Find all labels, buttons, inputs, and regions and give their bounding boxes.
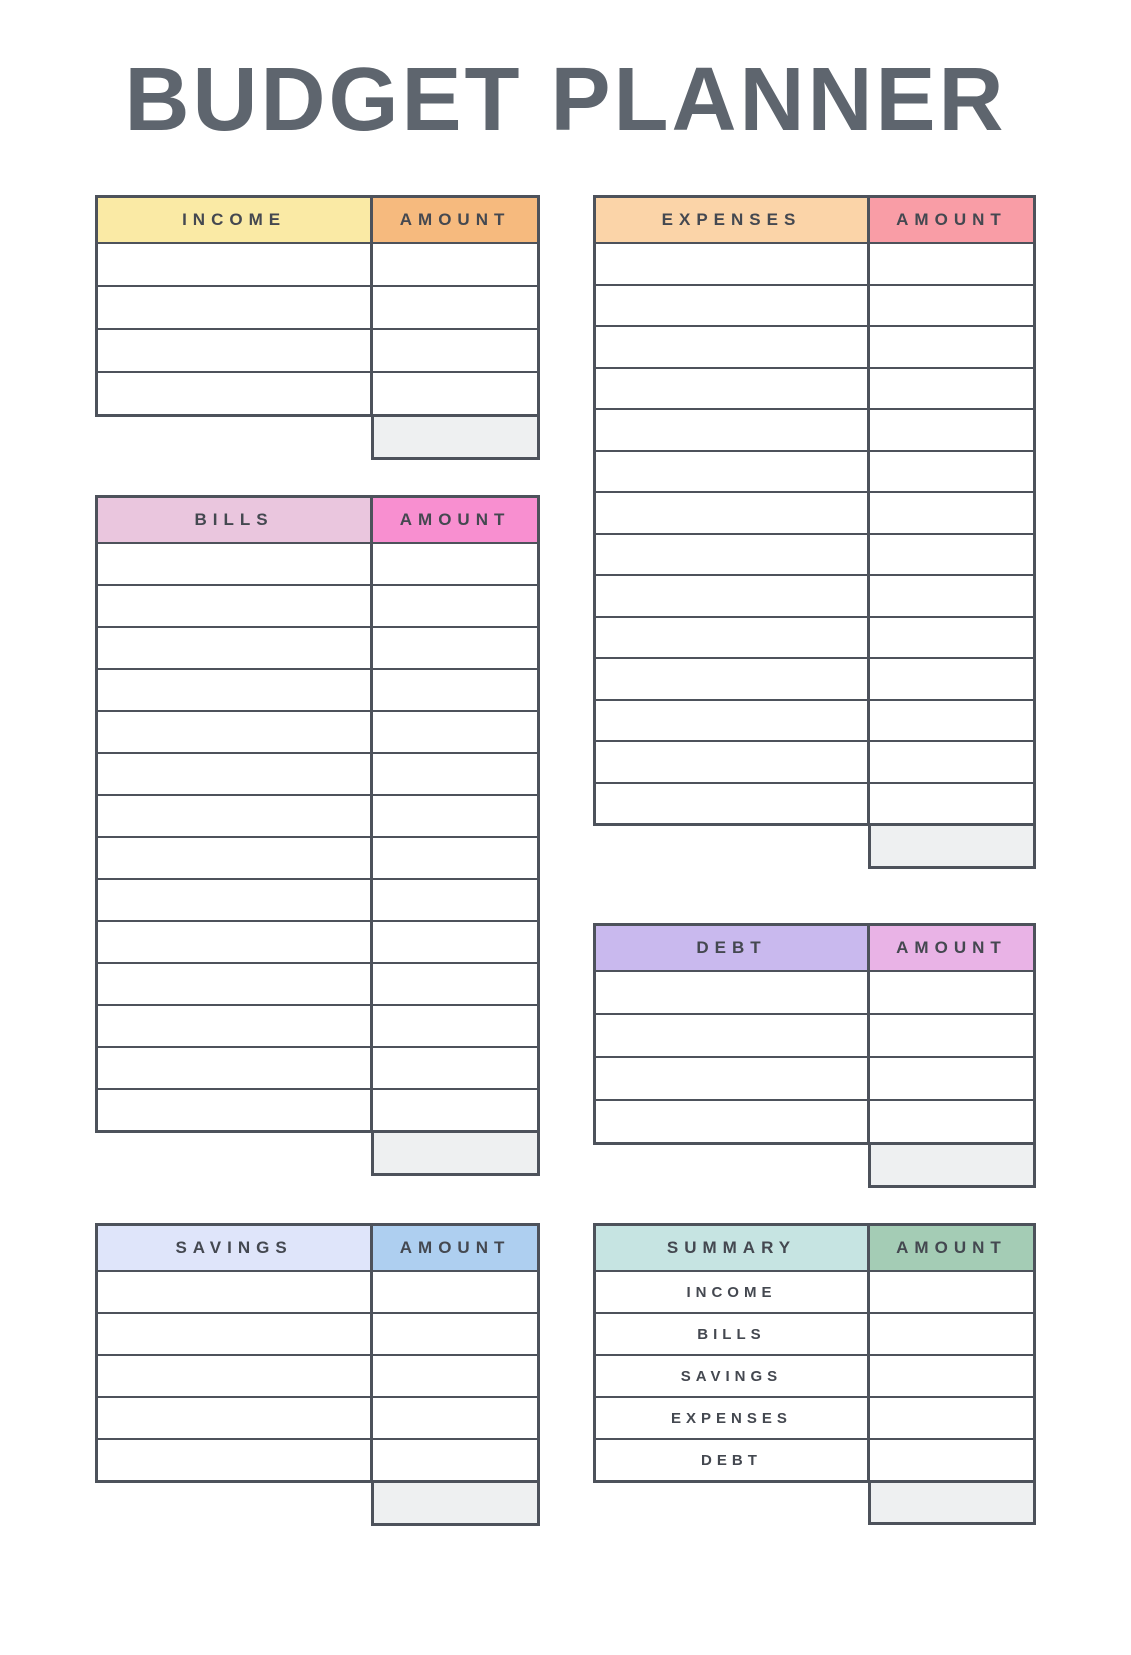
bills-row-11 xyxy=(98,962,537,1004)
summary-row-4 xyxy=(596,1396,1033,1438)
income-body xyxy=(98,242,537,414)
bills-row-2-name-cell[interactable] xyxy=(98,586,370,626)
summary-row-2-name-cell[interactable]: BILLS xyxy=(697,1325,766,1343)
debt-row-3 xyxy=(596,1056,1033,1099)
debt-row-1-amount-cell[interactable] xyxy=(867,972,1033,1013)
bills-row-13-name-cell[interactable] xyxy=(98,1048,370,1088)
income-table xyxy=(95,195,540,460)
planner-content xyxy=(0,195,1131,1526)
expenses-row-3-amount-cell[interactable] xyxy=(867,327,1033,367)
expenses-total-cell[interactable] xyxy=(868,826,1036,869)
savings-row-3-name-cell[interactable] xyxy=(98,1356,370,1396)
income-row-2 xyxy=(98,285,537,328)
debt-body xyxy=(596,970,1033,1142)
income-row-3 xyxy=(98,328,537,371)
bills-row-7-amount-cell[interactable] xyxy=(370,796,537,836)
bills-row-5 xyxy=(98,710,537,752)
income-row-1-amount-cell[interactable] xyxy=(370,244,537,285)
left-column xyxy=(95,195,540,1526)
summary-body xyxy=(596,1270,1033,1480)
expenses-row-1-amount-cell[interactable] xyxy=(867,244,1033,284)
bills-row-10-amount-cell[interactable] xyxy=(370,922,537,962)
expenses-row-12-name-cell[interactable] xyxy=(596,701,867,741)
bills-row-13 xyxy=(98,1046,537,1088)
income-amount-column-header: AMOUNT xyxy=(370,198,537,242)
bills-row-8 xyxy=(98,836,537,878)
expenses-row-2 xyxy=(596,284,1033,326)
summary-row-3-name-cell[interactable]: SAVINGS xyxy=(680,1367,783,1385)
summary-row-1 xyxy=(596,1270,1033,1312)
expenses-row-9-name-cell[interactable] xyxy=(596,576,867,616)
summary-row-5-amount-cell[interactable] xyxy=(867,1440,1033,1480)
income-row-1 xyxy=(98,242,537,285)
savings-row-3-amount-cell[interactable] xyxy=(370,1356,537,1396)
debt-total-cell[interactable] xyxy=(868,1145,1036,1188)
income-row-1-name-cell[interactable] xyxy=(98,244,370,285)
expenses-row-13 xyxy=(596,740,1033,782)
bills-row-2-amount-cell[interactable] xyxy=(370,586,537,626)
expenses-row-11 xyxy=(596,657,1033,699)
income-row-2-amount-cell[interactable] xyxy=(370,287,537,328)
debt-row-4 xyxy=(596,1099,1033,1142)
bills-row-12-name-cell[interactable] xyxy=(98,1006,370,1046)
bills-row-3-amount-cell[interactable] xyxy=(370,628,537,668)
bills-row-3 xyxy=(98,626,537,668)
expenses-row-4-name-cell[interactable] xyxy=(596,369,867,409)
expenses-header-row xyxy=(596,198,1033,242)
expenses-row-4 xyxy=(596,367,1033,409)
expenses-row-11-name-cell[interactable] xyxy=(596,659,867,699)
savings-row-5-amount-cell[interactable] xyxy=(370,1440,537,1480)
savings-row-4-name-cell[interactable] xyxy=(98,1398,370,1438)
expenses-row-10 xyxy=(596,616,1033,658)
savings-row-1 xyxy=(98,1270,537,1312)
summary-row-5 xyxy=(596,1438,1033,1480)
debt-row-4-name-cell[interactable] xyxy=(596,1101,867,1142)
savings-body xyxy=(98,1270,537,1480)
expenses-row-6-name-cell[interactable] xyxy=(596,452,867,492)
debt-row-2-name-cell[interactable] xyxy=(596,1015,867,1056)
expenses-row-4-amount-cell[interactable] xyxy=(867,369,1033,409)
summary-row-3-amount-cell[interactable] xyxy=(867,1356,1033,1396)
expenses-row-6-amount-cell[interactable] xyxy=(867,452,1033,492)
expenses-row-12 xyxy=(596,699,1033,741)
bills-row-14-amount-cell[interactable] xyxy=(370,1090,537,1130)
expenses-grid xyxy=(593,195,1036,826)
bills-row-11-amount-cell[interactable] xyxy=(370,964,537,1004)
expenses-row-6 xyxy=(596,450,1033,492)
bills-row-2 xyxy=(98,584,537,626)
debt-amount-column-header: AMOUNT xyxy=(867,926,1033,970)
income-row-4 xyxy=(98,371,537,414)
income-row-4-name-cell[interactable] xyxy=(98,373,370,414)
debt-row-1-name-cell[interactable] xyxy=(596,972,867,1013)
expenses-row-14 xyxy=(596,782,1033,824)
savings-row-2-amount-cell[interactable] xyxy=(370,1314,537,1354)
bills-row-1-amount-cell[interactable] xyxy=(370,544,537,584)
savings-row-5 xyxy=(98,1438,537,1480)
bills-row-1 xyxy=(98,542,537,584)
income-total-cell[interactable] xyxy=(371,417,540,460)
debt-row-3-amount-cell[interactable] xyxy=(867,1058,1033,1099)
bills-row-12 xyxy=(98,1004,537,1046)
income-grid xyxy=(95,195,540,417)
expenses-row-8-amount-cell[interactable] xyxy=(867,535,1033,575)
debt-row-1 xyxy=(596,970,1033,1013)
bills-column-header: BILLS xyxy=(98,498,370,542)
bills-row-9 xyxy=(98,878,537,920)
summary-row-3 xyxy=(596,1354,1033,1396)
right-column xyxy=(593,195,1036,1525)
bills-row-4-name-cell[interactable] xyxy=(98,670,370,710)
bills-row-5-name-cell[interactable] xyxy=(98,712,370,752)
summary-row-4-name-cell[interactable]: EXPENSES xyxy=(671,1409,792,1427)
bills-row-14-name-cell[interactable] xyxy=(98,1090,370,1130)
expenses-row-8-name-cell[interactable] xyxy=(596,535,867,575)
bills-grid xyxy=(95,495,540,1133)
expenses-row-12-amount-cell[interactable] xyxy=(867,701,1033,741)
bills-header-row xyxy=(98,498,537,542)
expenses-row-7-amount-cell[interactable] xyxy=(867,493,1033,533)
expenses-row-13-amount-cell[interactable] xyxy=(867,742,1033,782)
expenses-row-5-name-cell[interactable] xyxy=(596,410,867,450)
expenses-row-14-name-cell[interactable] xyxy=(596,784,867,824)
summary-grid xyxy=(593,1223,1036,1483)
income-column-header: INCOME xyxy=(98,198,370,242)
debt-grid xyxy=(593,923,1036,1145)
bills-amount-column-header: AMOUNT xyxy=(370,498,537,542)
savings-header-row xyxy=(98,1226,537,1270)
bills-row-1-name-cell[interactable] xyxy=(98,544,370,584)
savings-total-cell[interactable] xyxy=(371,1483,540,1526)
expenses-body xyxy=(596,242,1033,823)
debt-column-header: DEBT xyxy=(596,926,867,970)
bills-row-12-amount-cell[interactable] xyxy=(370,1006,537,1046)
income-row-3-name-cell[interactable] xyxy=(98,330,370,371)
summary-row-1-name-cell[interactable]: INCOME xyxy=(686,1283,777,1301)
bills-total-cell[interactable] xyxy=(371,1133,540,1176)
savings-column-header: SAVINGS xyxy=(98,1226,370,1270)
bills-row-8-amount-cell[interactable] xyxy=(370,838,537,878)
savings-row-1-amount-cell[interactable] xyxy=(370,1272,537,1312)
savings-row-5-name-cell[interactable] xyxy=(98,1440,370,1480)
summary-amount-column-header: AMOUNT xyxy=(867,1226,1033,1270)
bills-row-9-amount-cell[interactable] xyxy=(370,880,537,920)
summary-row-1-amount-cell[interactable] xyxy=(867,1272,1033,1312)
bills-row-4-amount-cell[interactable] xyxy=(370,670,537,710)
expenses-row-5 xyxy=(596,408,1033,450)
debt-header-row xyxy=(596,926,1033,970)
savings-row-2 xyxy=(98,1312,537,1354)
bills-row-11-name-cell[interactable] xyxy=(98,964,370,1004)
expenses-row-14-amount-cell[interactable] xyxy=(867,784,1033,824)
expenses-row-2-name-cell[interactable] xyxy=(596,286,867,326)
bills-row-6-name-cell[interactable] xyxy=(98,754,370,794)
bills-body xyxy=(98,542,537,1130)
debt-row-2-amount-cell[interactable] xyxy=(867,1015,1033,1056)
expenses-row-7-name-cell[interactable] xyxy=(596,493,867,533)
expenses-row-10-name-cell[interactable] xyxy=(596,618,867,658)
expenses-row-13-name-cell[interactable] xyxy=(596,742,867,782)
expenses-row-3-name-cell[interactable] xyxy=(596,327,867,367)
expenses-row-2-amount-cell[interactable] xyxy=(867,286,1033,326)
income-row-3-amount-cell[interactable] xyxy=(370,330,537,371)
expenses-column-header: EXPENSES xyxy=(596,198,867,242)
savings-table xyxy=(95,1223,540,1526)
bills-row-4 xyxy=(98,668,537,710)
savings-row-3 xyxy=(98,1354,537,1396)
expenses-row-8 xyxy=(596,533,1033,575)
summary-row-5-name-cell[interactable]: DEBT xyxy=(701,1451,762,1469)
expenses-row-3 xyxy=(596,325,1033,367)
debt-table xyxy=(593,923,1036,1188)
summary-row-2 xyxy=(596,1312,1033,1354)
expenses-table xyxy=(593,195,1036,869)
savings-grid xyxy=(95,1223,540,1483)
bills-row-10 xyxy=(98,920,537,962)
bills-row-7-name-cell[interactable] xyxy=(98,796,370,836)
summary-column-header: SUMMARY xyxy=(596,1226,867,1270)
savings-row-1-name-cell[interactable] xyxy=(98,1272,370,1312)
page-title: BUDGET PLANNER xyxy=(124,50,1007,150)
savings-row-4-amount-cell[interactable] xyxy=(370,1398,537,1438)
expenses-row-10-amount-cell[interactable] xyxy=(867,618,1033,658)
bills-row-6 xyxy=(98,752,537,794)
savings-row-2-name-cell[interactable] xyxy=(98,1314,370,1354)
bills-row-14 xyxy=(98,1088,537,1130)
income-row-4-amount-cell[interactable] xyxy=(370,373,537,414)
expenses-row-9-amount-cell[interactable] xyxy=(867,576,1033,616)
savings-amount-column-header: AMOUNT xyxy=(370,1226,537,1270)
summary-total-cell[interactable] xyxy=(868,1483,1036,1525)
expenses-row-5-amount-cell[interactable] xyxy=(867,410,1033,450)
bills-row-5-amount-cell[interactable] xyxy=(370,712,537,752)
summary-table xyxy=(593,1223,1036,1525)
bills-row-10-name-cell[interactable] xyxy=(98,922,370,962)
summary-row-4-amount-cell[interactable] xyxy=(867,1398,1033,1438)
bills-row-6-amount-cell[interactable] xyxy=(370,754,537,794)
expenses-row-1 xyxy=(596,242,1033,284)
expenses-amount-column-header: AMOUNT xyxy=(867,198,1033,242)
bills-row-13-amount-cell[interactable] xyxy=(370,1048,537,1088)
summary-header-row xyxy=(596,1226,1033,1270)
debt-row-4-amount-cell[interactable] xyxy=(867,1101,1033,1142)
income-row-2-name-cell[interactable] xyxy=(98,287,370,328)
bills-table xyxy=(95,495,540,1176)
expenses-row-9 xyxy=(596,574,1033,616)
debt-row-2 xyxy=(596,1013,1033,1056)
expenses-row-11-amount-cell[interactable] xyxy=(867,659,1033,699)
expenses-row-1-name-cell[interactable] xyxy=(596,244,867,284)
debt-row-3-name-cell[interactable] xyxy=(596,1058,867,1099)
bills-row-8-name-cell[interactable] xyxy=(98,838,370,878)
bills-row-3-name-cell[interactable] xyxy=(98,628,370,668)
bills-row-7 xyxy=(98,794,537,836)
summary-row-2-amount-cell[interactable] xyxy=(867,1314,1033,1354)
income-header-row xyxy=(98,198,537,242)
bills-row-9-name-cell[interactable] xyxy=(98,880,370,920)
savings-row-4 xyxy=(98,1396,537,1438)
expenses-row-7 xyxy=(596,491,1033,533)
